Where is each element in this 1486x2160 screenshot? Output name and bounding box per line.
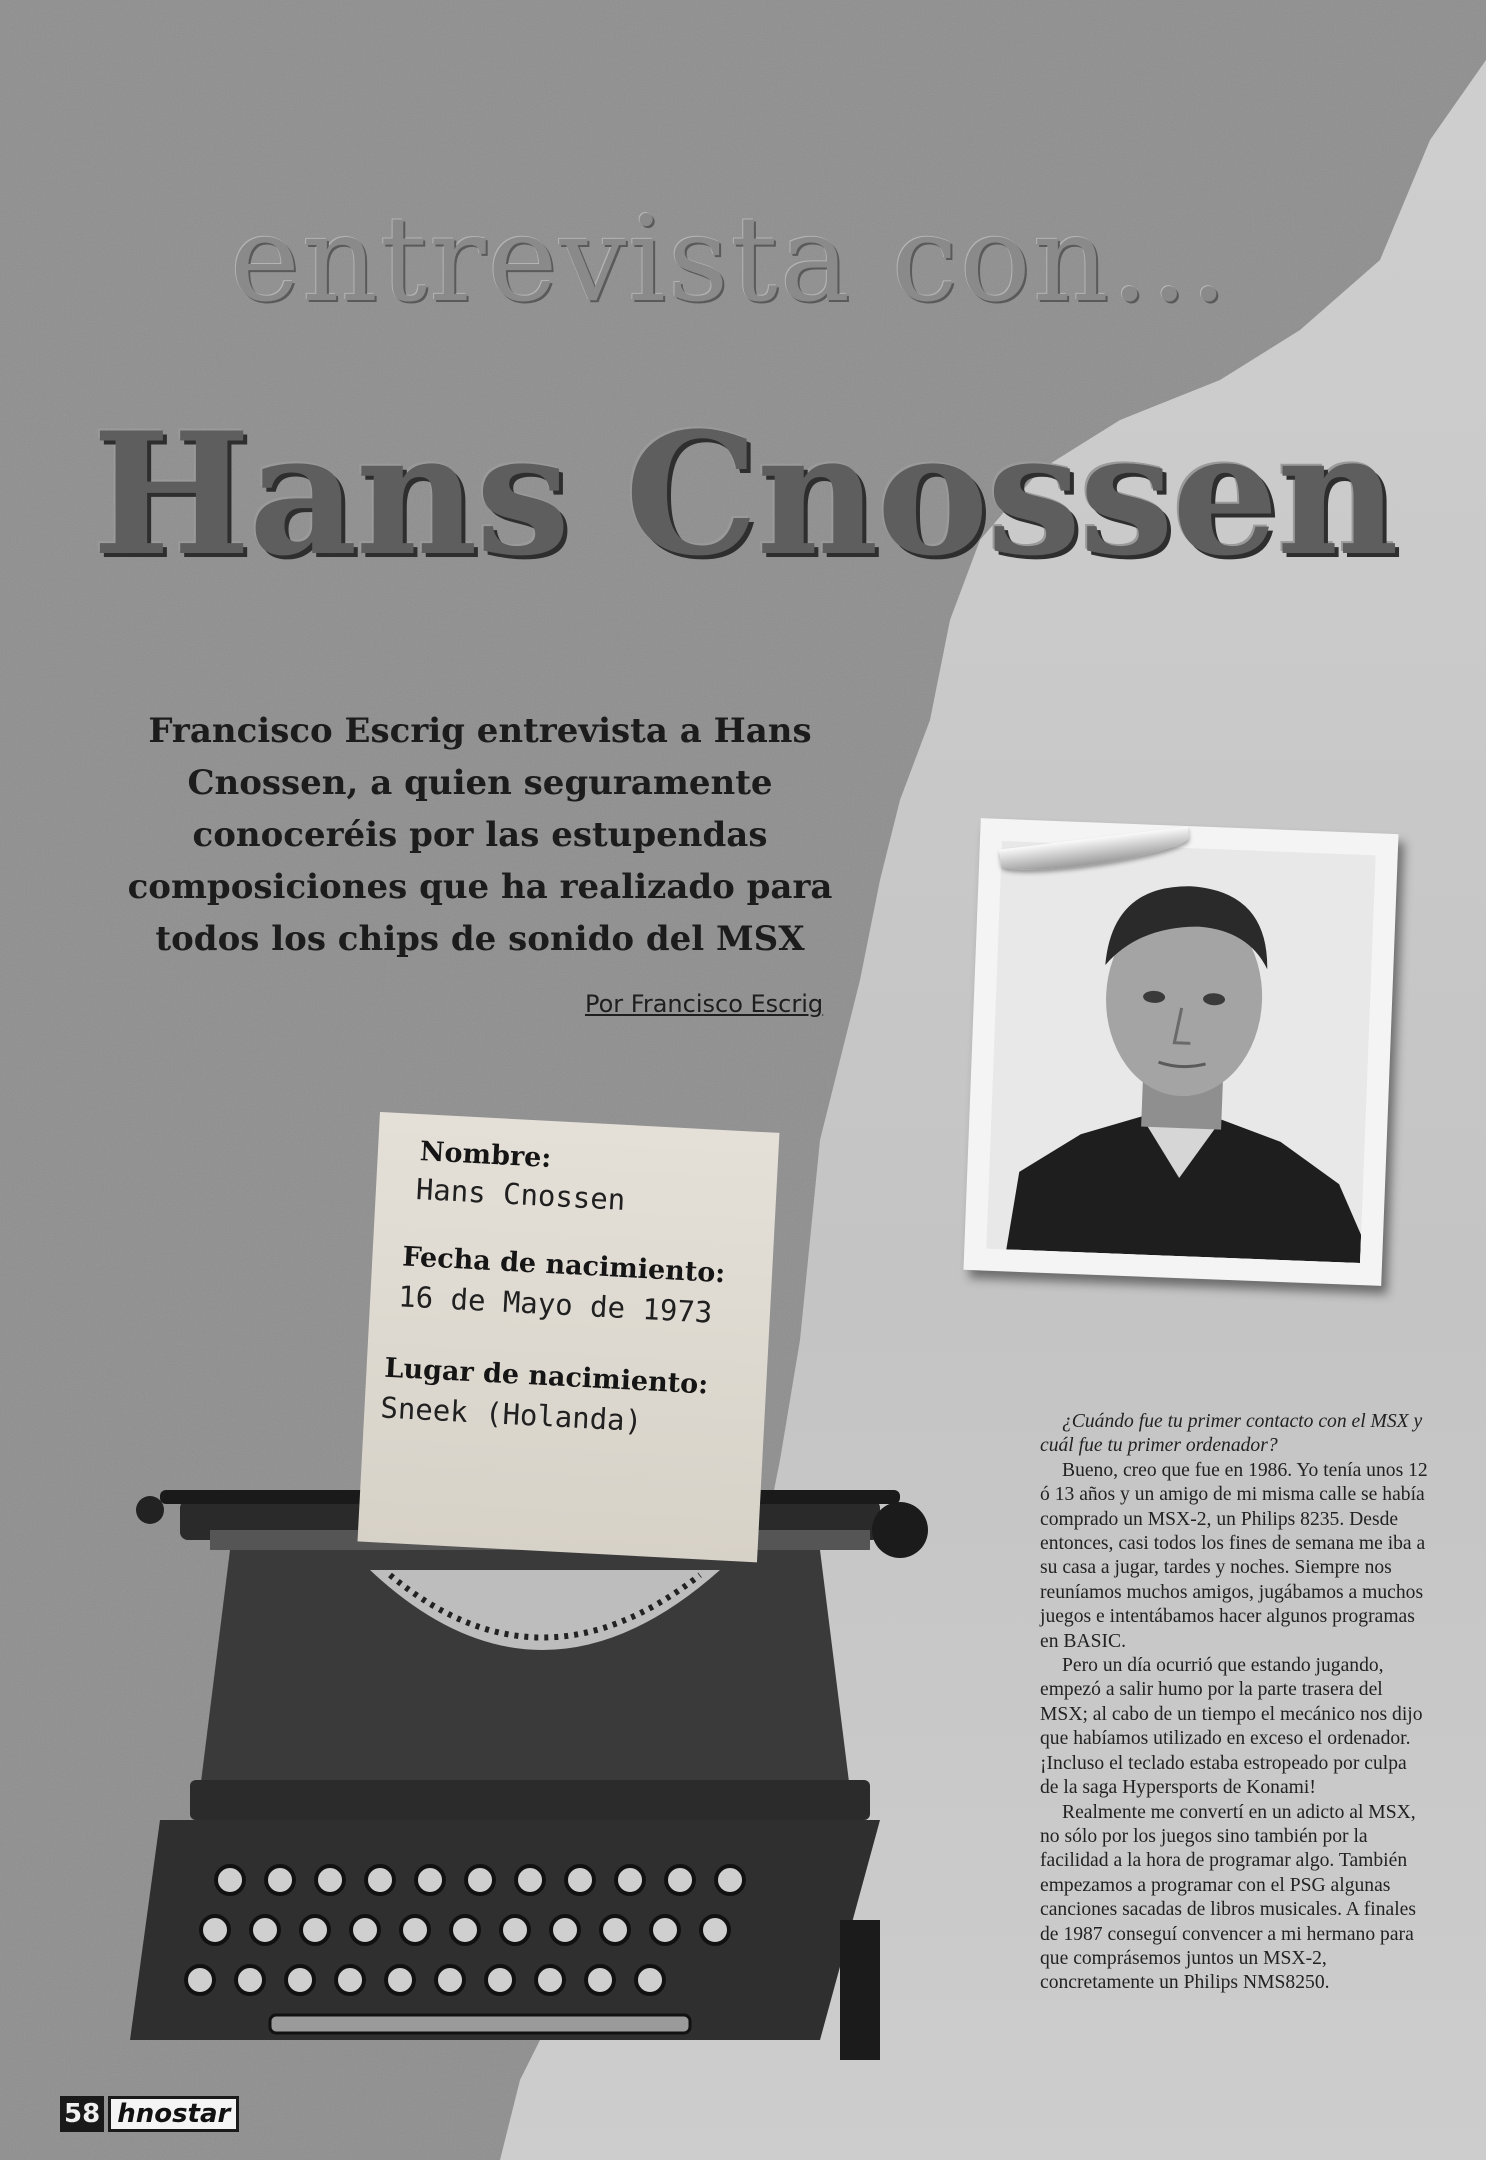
- birthplace-value: Sneek (Holanda): [379, 1390, 643, 1439]
- name-value: Hans Cnossen: [415, 1172, 627, 1217]
- byline: Por Francisco Escrig: [585, 990, 824, 1018]
- page-number: 58: [60, 2096, 104, 2132]
- portrait-photo: [963, 818, 1398, 1286]
- birthdate-label: Fecha de nacimiento:: [401, 1241, 727, 1290]
- page-footer: [60, 2096, 239, 2132]
- portrait-image: [986, 841, 1375, 1263]
- kicker-title: entrevista con...: [230, 190, 1230, 328]
- page-title: Hans Cnossen: [92, 395, 1397, 593]
- answer-paragraph: Pero un día ocurrió que estando jugando, empezó a salir humo por la parte trasera del MSX; al cabo de un tiempo el mecánico nos dijo que habíamos utilizado en exceso el ordenador. ¡Incluso el teclado estaba estropeado por culpa de la saga Hypersports de Konami!: [1040, 1655, 1423, 1799]
- birthdate-value: 16 de Mayo de 1973: [397, 1279, 714, 1330]
- interview-question: ¿Cuándo fue tu primer contacto con el MSX y cuál fue tu primer ordenador?: [1040, 1411, 1423, 1457]
- magazine-logo: hnostar: [108, 2096, 239, 2132]
- profile-card: [357, 1112, 779, 1562]
- answer-paragraph: Bueno, creo que fue en 1986. Yo tenía unos 12 ó 13 años y un amigo de mi misma calle se había comprado un MSX-2, un Philips 8235. Desde entonces, casi todos los fines de semana me iba a su casa a jugar, tardes y noches. Siempre nos reuníamos muchos amigos, jugábamos a muchos juegos e intentábamos hacer algunos programas en BASIC.: [1040, 1459, 1428, 1652]
- name-label: Nombre:: [419, 1136, 553, 1175]
- intro-text: Francisco Escrig entrevista a Hans Cnossen, a quien seguramente conoceréis por las estupendas composiciones que ha realizado para todos los chips de sonido del MSX: [127, 711, 833, 959]
- birthplace-label: Lugar de nacimiento:: [383, 1352, 709, 1401]
- answer-paragraph: Realmente me convertí en un adicto al MSX, no sólo por los juegos sino también por la facilidad a la hora de programar algo. También empezamos a programar con el PSG algunas canciones sacadas de libros musicales. A finales de 1987 conseguí convencer a mi hermano para que comprásemos juntos un MSX-2, concretamente un Philips NMS8250.: [1040, 1801, 1416, 1994]
- article-column: [1040, 1410, 1428, 1996]
